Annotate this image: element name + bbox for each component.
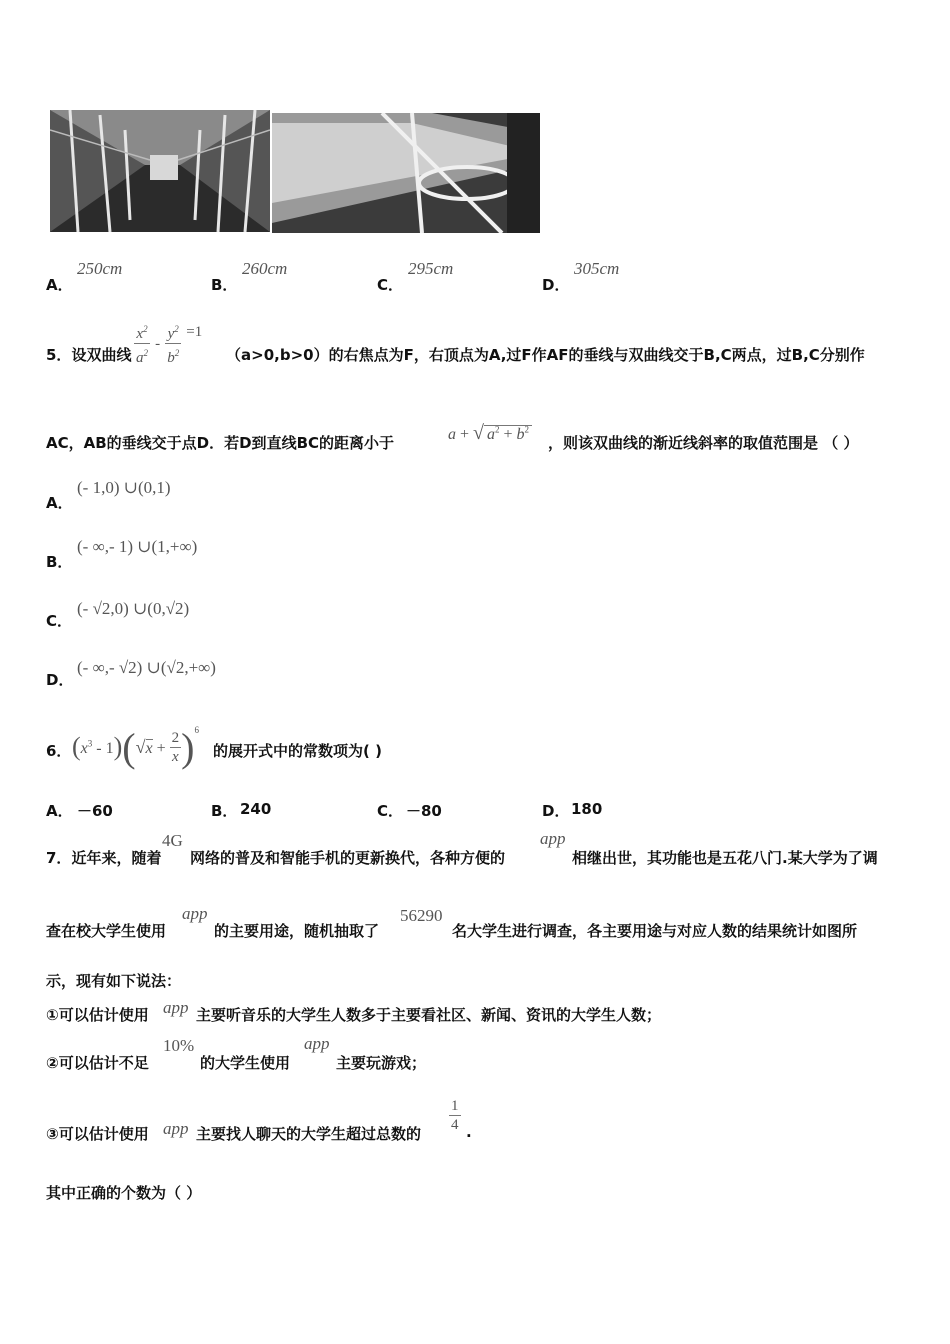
q6-binomial-expression: $(x^3 - 1)(√x$ + $\frac{2}{x}$ )$^6$	[72, 724, 199, 770]
q5-line-1	[46, 344, 131, 365]
q7-app-2: app	[182, 904, 208, 923]
q6-option-a-label: A．	[46, 802, 73, 820]
q6-option-c-label: C．	[377, 802, 404, 820]
q4-option-c-value: 295cm	[408, 259, 454, 278]
q7-t6: 名大学生进行调查，各主要用途与对应人数的结果统计如图所	[452, 922, 858, 940]
subway-photo-right	[272, 113, 540, 233]
q7-sample-count: 56290	[400, 906, 443, 925]
q4-option-a-label: A．	[46, 276, 73, 294]
q5-distance-expression: a + √ $a^2 + b^2$	[448, 422, 532, 445]
q7-statement-2-a: ②可以估计不足	[46, 1054, 149, 1072]
q7-statement-2-app: app	[304, 1034, 330, 1053]
q7-app-1: app	[540, 829, 566, 848]
q6-option-c-value: －80	[406, 802, 442, 820]
q4-option-b-label: B．	[211, 276, 238, 294]
q7-statement-3-b: 主要找人聊天的大学生超过总数的	[196, 1125, 422, 1143]
q7-statement-2-b: 的大学生使用	[200, 1054, 291, 1072]
q4-option-b-value: 260cm	[242, 259, 288, 278]
q5-option-c-label: C．	[46, 612, 73, 630]
q5-text-c: ，则该双曲线的渐近线斜率的取值范围是 （ ）	[548, 434, 859, 452]
q5-condition: （a>0,b>0）的右焦点为F，右顶点为A,过F作AF的垂线与双曲线交于B,C两点，过B,C分别作	[226, 346, 865, 364]
q7-statement-1-b: 主要听音乐的大学生人数多于主要看社区、新闻、资讯的大学生人数；	[196, 1006, 662, 1024]
q5-hyperbola-equation: $\frac{x^2}{a^2}$ - $\frac{y^2}{b^2}$ =1	[134, 320, 202, 367]
q7-statement-2-c: 主要玩游戏；	[336, 1054, 427, 1072]
q4-option-a-value: 250cm	[77, 259, 123, 278]
subway-photo-left	[50, 110, 270, 232]
q7-t1: 近年来，随着	[71, 849, 162, 867]
q5-option-a-label: A．	[46, 494, 73, 512]
q6-text: 的展开式中的常数项为( )	[213, 742, 382, 760]
q7-t5: 的主要用途，随机抽取了	[214, 922, 380, 940]
q7-t4: 查在校大学生使用	[46, 922, 167, 940]
q7-t2: 网络的普及和智能手机的更新换代，各种方便的	[190, 849, 506, 867]
q6-option-d-value: 180	[571, 800, 603, 818]
q7-question: 其中正确的个数为（ ）	[46, 1184, 202, 1202]
q7-4g: 4G	[162, 831, 183, 850]
q5-option-b-value: (- ∞,- 1) ∪(1,+∞)	[77, 537, 198, 556]
q7-fraction-denominator: 4	[451, 1117, 459, 1133]
q7-fraction-numerator: 1	[451, 1098, 459, 1114]
q5-text-a: 设双曲线	[71, 346, 132, 364]
q4-option-c-label: C．	[377, 276, 404, 294]
q7-line-1-start	[46, 847, 161, 868]
q7-fraction-one-quarter	[449, 1097, 461, 1134]
q6-option-b-label: B．	[211, 802, 238, 820]
q7-statement-1-app: app	[163, 998, 189, 1017]
q5-option-c-value: (- √2,0) ∪(0,√2)	[77, 599, 190, 618]
q5-text-b: AC，AB的垂线交于点D．若D到直线BC的距离小于	[46, 434, 395, 452]
q7-t7: 示，现有如下说法：	[46, 972, 182, 990]
q7-t3: 相继出世，其功能也是五花八门.某大学为了调	[572, 849, 878, 867]
q5-option-d-value: (- ∞,- √2) ∪(√2,+∞)	[77, 658, 216, 677]
q6-option-d-label: D．	[542, 802, 570, 820]
q7-statement-2-percent: 10%	[163, 1036, 195, 1055]
q5-option-b-label: B．	[46, 553, 73, 571]
q6-option-a-value: －60	[77, 802, 113, 820]
q7-statement-3-end: .	[466, 1123, 472, 1141]
q5-option-d-label: D．	[46, 671, 74, 689]
q4-option-d-value: 305cm	[574, 259, 620, 278]
q6-option-b-value: 240	[240, 800, 272, 818]
q6-number: 6．	[46, 742, 72, 760]
q7-statement-1-a: ①可以估计使用	[46, 1006, 149, 1024]
q4-option-d-label: D．	[542, 276, 570, 294]
q5-option-a-value: (- 1,0) ∪(0,1)	[77, 478, 171, 497]
q7-statement-3-a: ③可以估计使用	[46, 1125, 149, 1143]
q7-number: 7．	[46, 849, 72, 867]
q5-line-2	[46, 432, 394, 453]
q5-number: 5．	[46, 346, 72, 364]
q7-statement-3-app: app	[163, 1119, 189, 1138]
